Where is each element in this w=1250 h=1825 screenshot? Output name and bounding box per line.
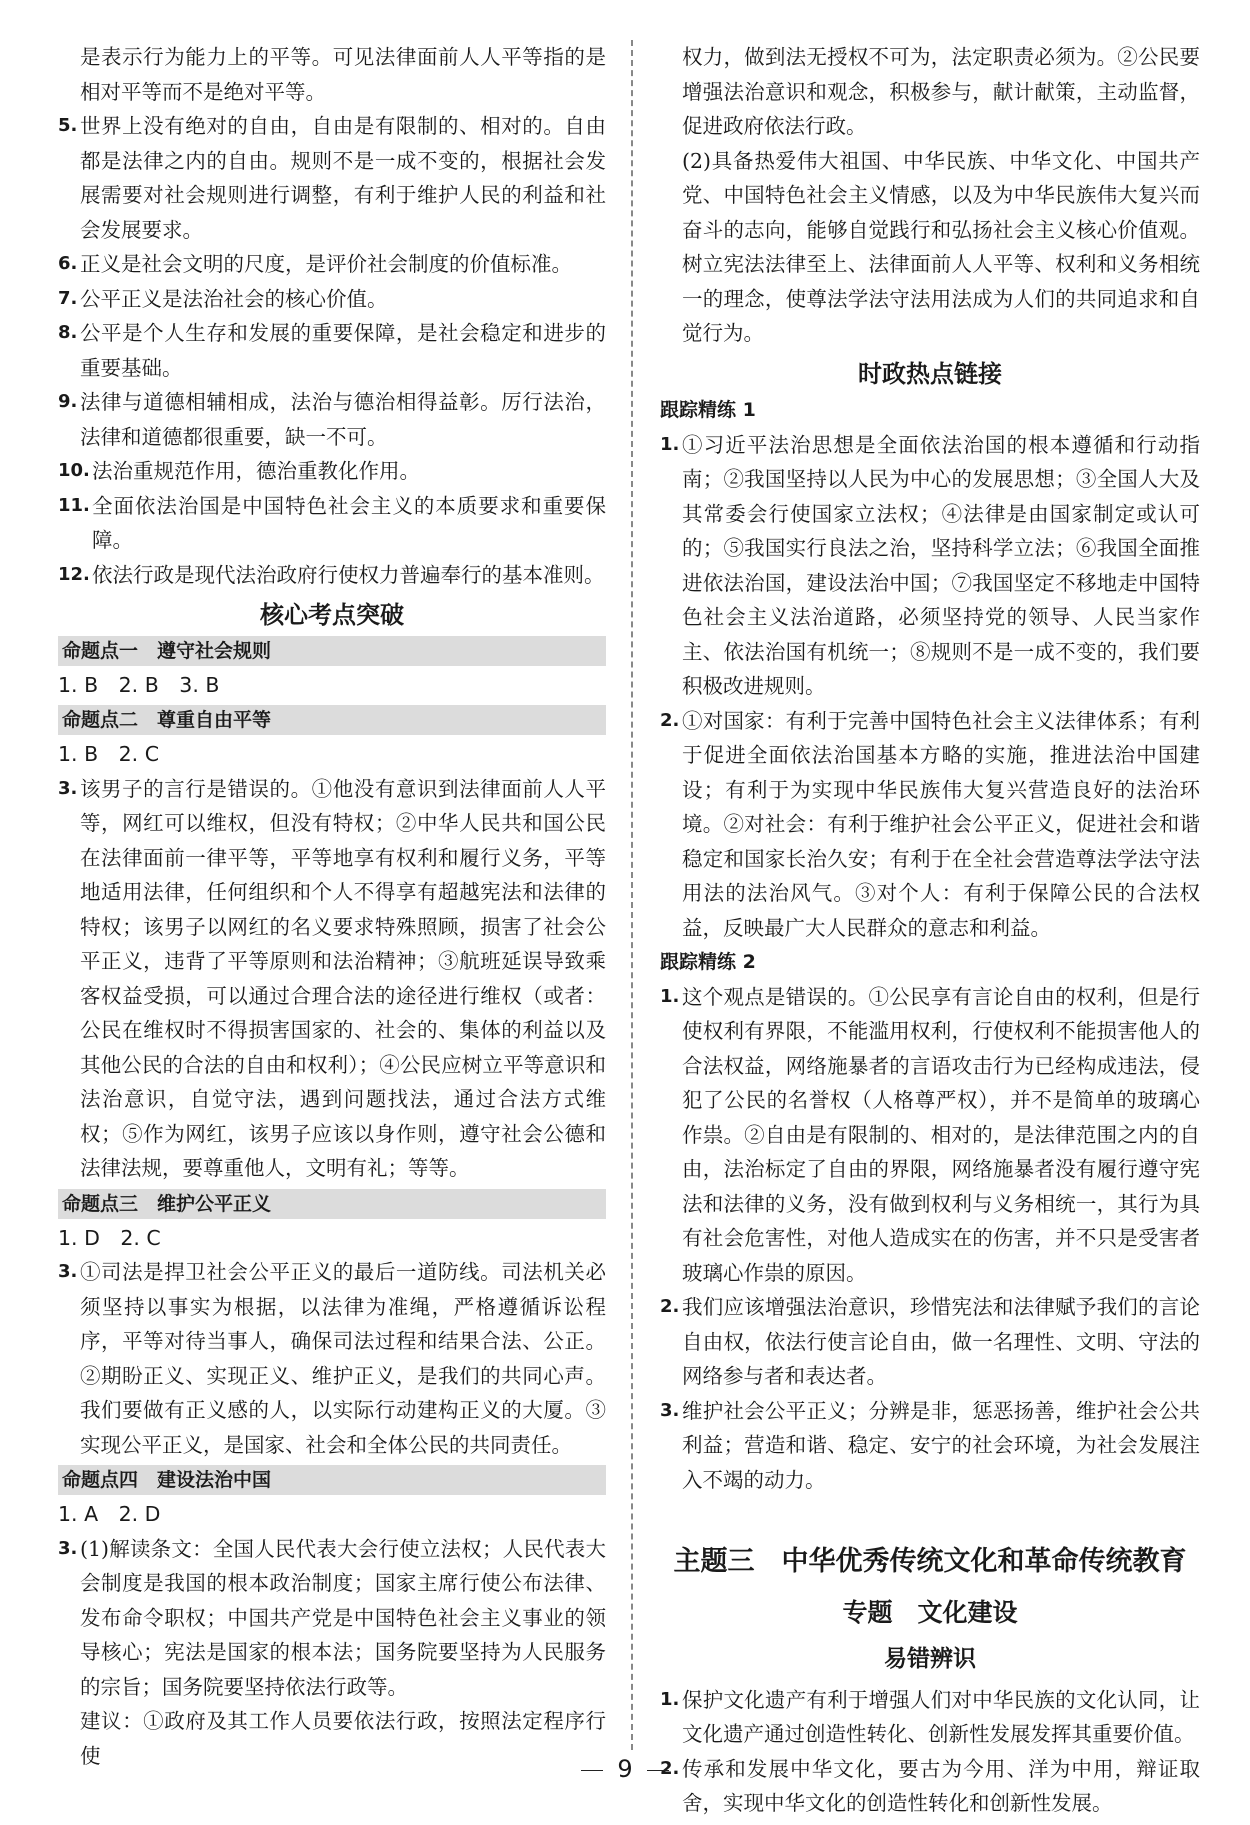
- section-title-core: 核心考点突破: [260, 601, 404, 629]
- point-item: 12. 依法行政是现代法治政府行使权力普遍奉行的基本准则。: [58, 562, 605, 587]
- page-number-value: 9: [617, 1755, 633, 1783]
- question-item: 3. ①司法是捍卫社会公平正义的最后一道防线。司法机关必须坚持以事实为根据，以法律为准绳，严格遵循诉讼程序，平等对待当事人，确保司法过程和结果合法、公正。②期盼正义、实现正义、维护正义，是我们的共同心声。我们要做有正义感的人，以实际行动建构正义的大厦。③实现公平正义，是国家、社会和全体公民的共同责任。: [58, 1260, 606, 1457]
- topic-header-2: 命题点二 尊重自由平等: [58, 705, 606, 735]
- point-item: 6. 正义是社会文明的尺度，是评价社会制度的价值标准。: [58, 252, 572, 276]
- answers-topic-1: 1. B 2. B 3. B: [58, 672, 220, 697]
- paragraph-2: (2)具备热爱伟大祖国、中华民族、中华文化、中国共产党、中国特色社会主义情感，以及为中华民族伟大复兴而奋斗的志向，能够自觉践行和弘扬社会主义核心价值观。树立宪法法律至上、法律面前人人平等、权利和义务相统一的理念，使尊法学法守法用法成为人们的共同追求和自觉行为。: [682, 148, 1200, 345]
- practice-item: 1. 这个观点是错误的。①公民享有言论自由的权利，但是行使权利有界限，不能滥用权利，行使权利不能损害他人的合法权益，网络施暴者的言语攻击行为已经构成违法，侵犯了公民的名誉权（人格尊严权），并不是简单的玻璃心作祟。②自由是有限制的、相对的，是法律范围之内的自由，法治标定了自由的界限，网络施暴者没有履行遵守宪法和法律的义务，没有做到权利与义务相统一，其行为具有社会危害性，对他人造成实在的伤害，并不只是受害者玻璃心作祟的原因。: [660, 984, 1200, 1285]
- section-title-hot: 时政热点链接: [858, 359, 1002, 388]
- error-section-title: 易错辨识: [884, 1646, 976, 1672]
- answers-topic-3: 1. D 2. C: [58, 1225, 161, 1250]
- page-number: [0, 1755, 1250, 1783]
- error-item: 1. 保护文化遗产有利于增强人们对中华民族的文化认同，让文化遗产通过创造性转化、创新性发展发挥其重要价值。: [660, 1687, 1200, 1746]
- topic-title: 专题 文化建设: [842, 1597, 1018, 1627]
- knowledge-points: [58, 109, 606, 592]
- continued-text: 权力，做到法无授权不可为，法定职责必须为。②公民要增强法治意识和观念，积极参与，献计献策，主动监督，促进政府依法行政。: [682, 45, 1200, 138]
- left-column: [58, 40, 606, 1773]
- dash-right: [647, 1770, 669, 1771]
- dash-left: [581, 1770, 603, 1771]
- answers-topic-2: 1. B 2. C: [58, 742, 160, 766]
- theme-title: 主题三 中华优秀传统文化和革命传统教育: [673, 1546, 1187, 1577]
- point-item: 11. 全面依法治国是中国特色社会主义的本质要求和重要保障。: [58, 493, 606, 552]
- intro-text: 是表示行为能力上的平等。可见法律面前人人平等指的是相对平等而不是绝对平等。: [80, 45, 606, 104]
- topic-header-3: 命题点三 维护公平正义: [58, 1189, 606, 1219]
- question-item: 3. 该男子的言行是错误的。①他没有意识到法律面前人人平等，网红可以维权，但没有特权；②中华人民共和国公民在法律面前一律平等，平等地享有权利和履行义务，平等地适用法律，任何组织和个人不得享有超越宪法和法律的特权；该男子以网红的名义要求特殊照顾，损害了社会公平正义，违背了平等原则和法治精神；③航班延误导致乘客权益受损，可以通过合理合法的途径进行维权（或者：公民在维权时不得损害国家的、社会的、集体的利益以及其他公民的合法的自由和权利）；④公民应树立平等意识和法治意识，自觉守法，遇到问题找法，通过合法方式维权；⑤作为网红，该男子应该以身作则，遵守社会公德和法律法规，要尊重他人，文明有礼；等等。: [58, 776, 606, 1180]
- point-item: 8. 公平是个人生存和发展的重要保障，是社会稳定和进步的重要基础。: [58, 321, 606, 380]
- answers-topic-4: 1. A 2. D: [58, 1502, 161, 1526]
- practice-item: 2. 我们应该增强法治意识，珍惜宪法和法律赋予我们的言论自由权，依法行使言论自由，做一名理性、文明、守法的网络参与者和表达者。: [660, 1295, 1200, 1388]
- practice-label-2: 跟踪精练 2: [660, 951, 756, 973]
- topic-header-4: 命题点四 建设法治中国: [58, 1465, 606, 1495]
- suggestion-text: 建议：①政府及其工作人员要依法行政，按照法定程序行使: [80, 1709, 606, 1768]
- practice-item: 2. ①对国家：有利于完善中国特色社会主义法律体系；有利于促进全面依法治国基本方略的实施，推进法治中国建设；有利于为实现中华民族伟大复兴营造良好的法治环境。②对社会：有利于维护社会公平正义，促进社会和谐稳定和国家长治久安；有利于在全社会营造尊法学法守法用法的法治风气。③对个人：有利于保障公民的合法权益，反映最广大人民群众的意志和利益。: [660, 708, 1200, 940]
- point-item: 5. 世界上没有绝对的自由，自由是有限制的、相对的。自由都是法律之内的自由。规则不是一成不变的，根据社会发展需要对社会规则进行调整，有利于维护人民的利益和社会发展要求。: [58, 114, 606, 242]
- topic-header-1: 命题点一 遵守社会规则: [58, 636, 606, 666]
- practice-item: 3. 维护社会公平正义；分辨是非，惩恶扬善，维护社会公共利益；营造和谐、稳定、安宁的社会环境，为社会发展注入不竭的动力。: [660, 1398, 1200, 1492]
- practice-item: 1. ①习近平法治思想是全面依法治国的根本遵循和行动指南；②我国坚持以人民为中心的发展思想；③全国人大及其常委会行使国家立法权；④法律是由国家制定或认可的；⑤我国实行良法之治，坚持科学立法；⑥我国全面推进依法治国，建设法治中国；⑦我国坚定不移地走中国特色社会主义法治道路，必须坚持党的领导、人民当家作主、依法治国有机统一；⑧规则不是一成不变的，我们要积极改进规则。: [660, 432, 1200, 698]
- point-item: 9. 法律与道德相辅相成，法治与德治相得益彰。厉行法治，法律和道德都很重要，缺一不可。: [58, 390, 606, 449]
- error-item: 2. 传承和发展中华文化，要古为今用、洋为中用，辩证取舍，实现中华文化的创造性转化和创新性发展。: [660, 1756, 1200, 1815]
- question-item: 3. (1)解读条文：全国人民代表大会行使立法权；人民代表大会制度是我国的根本政治制度；国家主席行使公布法律、发布命令职权；中国共产党是中国特色社会主义事业的领导核心；宪法是国家的根本法；国务院要坚持为人民服务的宗旨；国务院要坚持依法行政等。: [58, 1536, 606, 1699]
- point-item: 10. 法治重规范作用，德治重教化作用。: [58, 459, 420, 483]
- practice-label-1: 跟踪精练 1: [660, 399, 756, 421]
- column-divider: [631, 40, 633, 1750]
- right-column: [660, 40, 1200, 1821]
- point-item: 7. 公平正义是法治社会的核心价值。: [58, 286, 388, 311]
